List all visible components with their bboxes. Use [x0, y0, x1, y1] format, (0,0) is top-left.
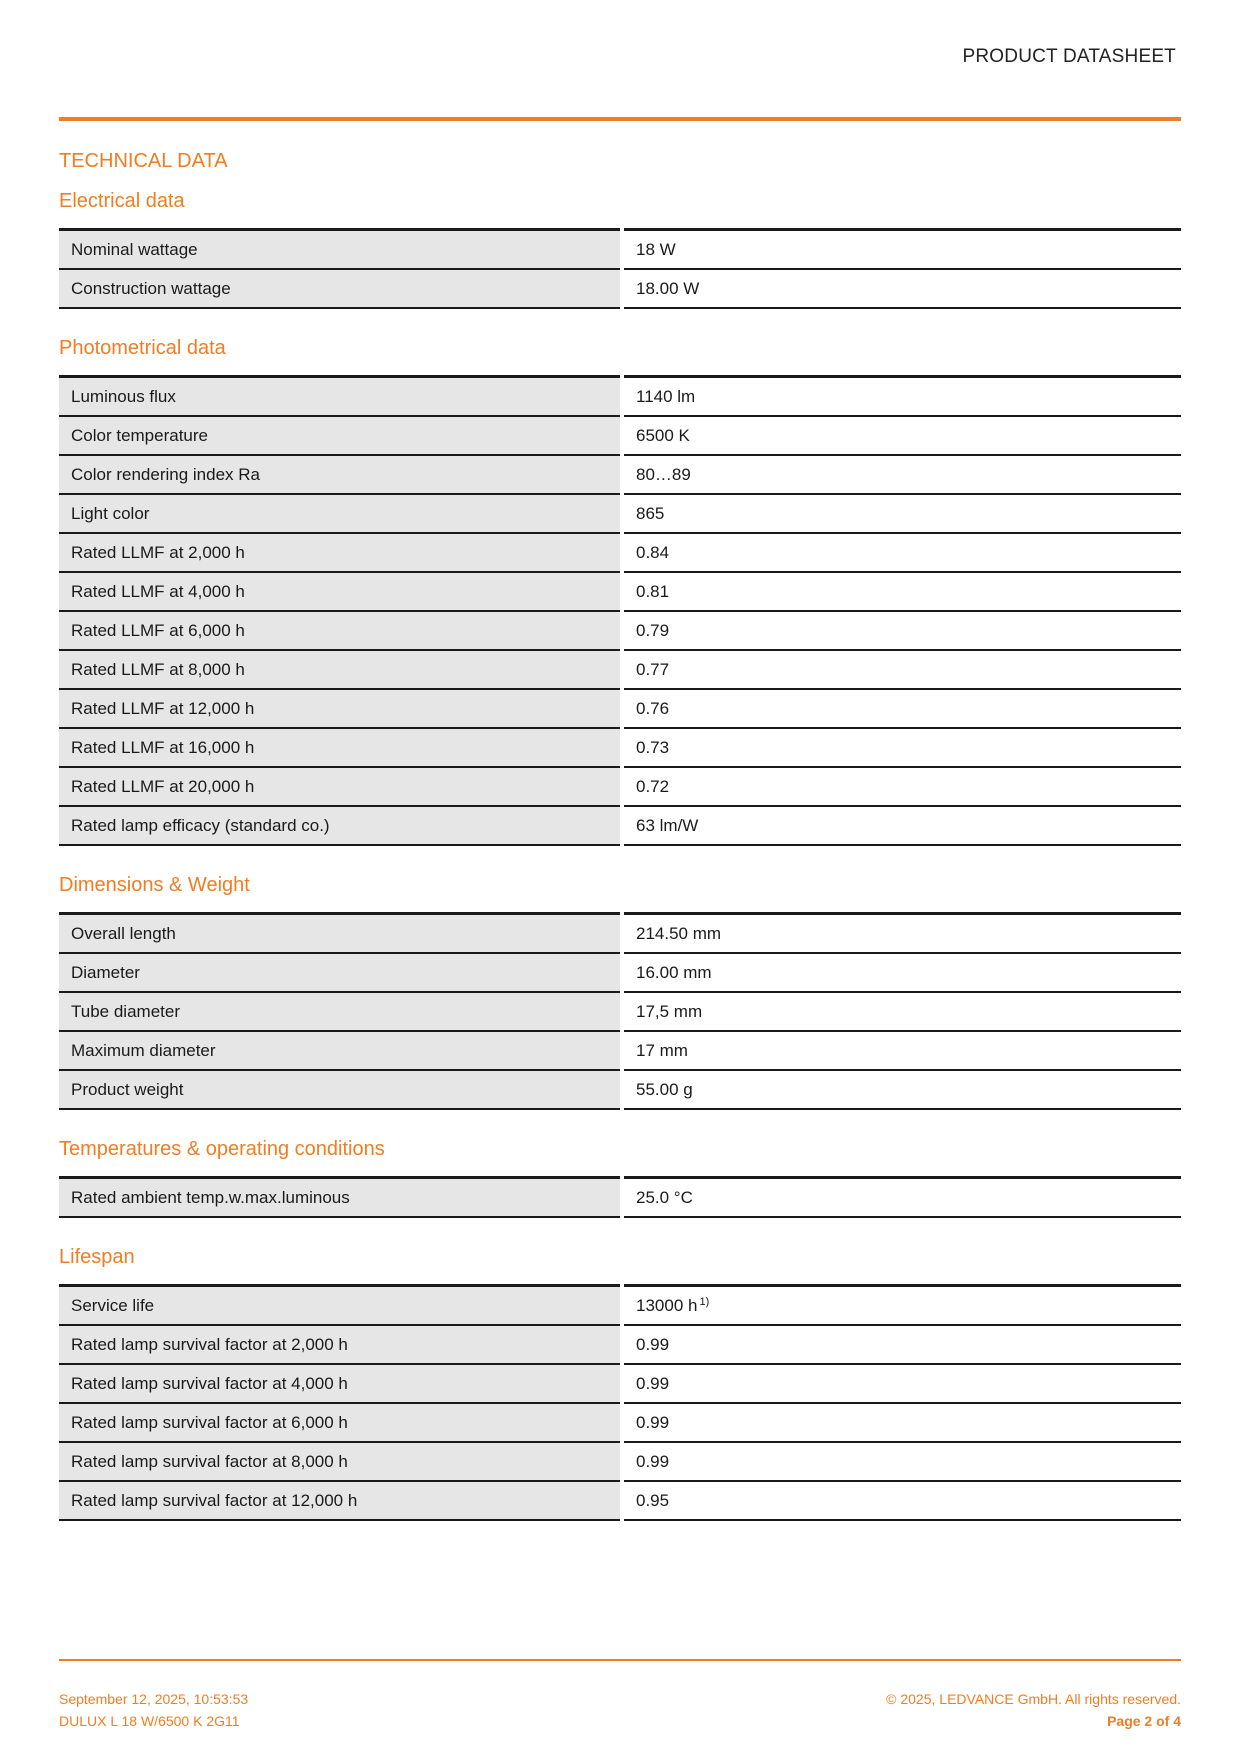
footer-rule [59, 1659, 1181, 1661]
sections-container [59, 190, 1181, 1521]
table-row [59, 914, 1181, 954]
spec-value: 0.99 [636, 1412, 670, 1432]
section [59, 1246, 1181, 1521]
spec-value-cell [622, 1364, 1181, 1403]
table-row [59, 611, 1181, 650]
section-title: Electrical data [59, 190, 185, 212]
spec-label: Rated LLMF at 16,000 h [59, 728, 622, 767]
table-row [59, 1364, 1181, 1403]
spec-value: 0.79 [636, 620, 670, 640]
spec-value: 1140 lm [636, 386, 696, 406]
spec-value-cell [622, 728, 1181, 767]
spec-label: Rated LLMF at 8,000 h [59, 650, 622, 689]
spec-label: Rated LLMF at 2,000 h [59, 533, 622, 572]
spec-value-cell [622, 953, 1181, 992]
table-row [59, 1286, 1181, 1326]
spec-value-cell [622, 1325, 1181, 1364]
spec-value: 0.84 [636, 542, 670, 562]
section [59, 337, 1181, 846]
spec-label: Overall length [59, 914, 622, 954]
footer-copyright: © 2025, LEDVANCE GmbH. All rights reserved. [886, 1691, 1181, 1707]
table-row [59, 1325, 1181, 1364]
spec-value-cell [622, 1178, 1181, 1218]
table-row [59, 269, 1181, 308]
spec-value: 865 [636, 503, 665, 523]
spec-label: Rated ambient temp.w.max.luminous [59, 1178, 622, 1218]
table-row [59, 728, 1181, 767]
table-row [59, 377, 1181, 417]
header-title: PRODUCT DATASHEET [962, 46, 1176, 67]
spec-value: 17,5 mm [636, 1001, 703, 1021]
spec-value-cell [622, 992, 1181, 1031]
table-row [59, 767, 1181, 806]
table-row [59, 1178, 1181, 1218]
spec-value: 18.00 W [636, 278, 700, 298]
table-row [59, 494, 1181, 533]
spec-label: Rated lamp survival factor at 2,000 h [59, 1325, 622, 1364]
spec-value-cell [622, 650, 1181, 689]
spec-value: 0.76 [636, 698, 670, 718]
spec-value: 0.73 [636, 737, 670, 757]
spec-label: Tube diameter [59, 992, 622, 1031]
spec-label: Service life [59, 1286, 622, 1326]
spec-value-cell [622, 1442, 1181, 1481]
table-row [59, 1070, 1181, 1109]
table-row [59, 650, 1181, 689]
header-rule [59, 117, 1181, 121]
main-content [59, 150, 1181, 1549]
spec-label: Rated LLMF at 12,000 h [59, 689, 622, 728]
spec-value-cell [622, 689, 1181, 728]
footer-product-name: DULUX L 18 W/6500 K 2G11 [59, 1713, 240, 1729]
spec-value-cell [622, 914, 1181, 954]
spec-label: Rated LLMF at 6,000 h [59, 611, 622, 650]
spec-value-cell [622, 455, 1181, 494]
section [59, 874, 1181, 1110]
spec-value-cell [622, 1031, 1181, 1070]
spec-value: 18 W [636, 239, 676, 259]
table-row [59, 572, 1181, 611]
spec-table [59, 375, 1181, 846]
spec-table [59, 1284, 1181, 1521]
footer-page-number: Page 2 of 4 [1107, 1713, 1181, 1729]
spec-value: 0.72 [636, 776, 670, 796]
spec-value: 214.50 mm [636, 923, 722, 943]
spec-table [59, 1176, 1181, 1218]
spec-table [59, 228, 1181, 309]
section [59, 190, 1181, 309]
spec-value: 6500 K [636, 425, 690, 445]
spec-value: 17 mm [636, 1040, 688, 1060]
spec-value-cell [622, 806, 1181, 845]
spec-value: 0.81 [636, 581, 670, 601]
spec-value-cell [622, 230, 1181, 270]
spec-label: Diameter [59, 953, 622, 992]
section-title: Dimensions & Weight [59, 874, 250, 896]
spec-value: 80…89 [636, 464, 691, 484]
spec-label: Nominal wattage [59, 230, 622, 270]
table-row [59, 230, 1181, 270]
section-title: Temperatures & operating conditions [59, 1138, 385, 1160]
spec-label: Light color [59, 494, 622, 533]
spec-value: 25.0 °C [636, 1187, 693, 1207]
spec-value-cell [622, 611, 1181, 650]
spec-value: 13000 h [636, 1295, 698, 1315]
spec-value: 0.99 [636, 1373, 670, 1393]
table-row [59, 533, 1181, 572]
spec-value: 0.99 [636, 1451, 670, 1471]
page-title: TECHNICAL DATA [59, 150, 228, 172]
footer-right [886, 1688, 1181, 1732]
spec-label: Rated lamp survival factor at 6,000 h [59, 1403, 622, 1442]
spec-label: Product weight [59, 1070, 622, 1109]
table-row [59, 1481, 1181, 1520]
footnote-marker: 1) [699, 1295, 710, 1308]
spec-label: Rated LLMF at 20,000 h [59, 767, 622, 806]
table-row [59, 953, 1181, 992]
spec-value: 63 lm/W [636, 815, 699, 835]
spec-value: 16.00 mm [636, 962, 712, 982]
spec-value: 0.77 [636, 659, 670, 679]
spec-value-cell [622, 533, 1181, 572]
table-row [59, 806, 1181, 845]
spec-value: 0.99 [636, 1334, 670, 1354]
spec-label: Rated LLMF at 4,000 h [59, 572, 622, 611]
spec-value-cell [622, 1481, 1181, 1520]
table-row [59, 455, 1181, 494]
spec-table [59, 912, 1181, 1110]
spec-value-cell [622, 377, 1181, 417]
spec-value-cell [622, 1070, 1181, 1109]
spec-value-cell [622, 416, 1181, 455]
table-row [59, 992, 1181, 1031]
spec-label: Color rendering index Ra [59, 455, 622, 494]
spec-value-cell [622, 494, 1181, 533]
spec-value-cell [622, 1286, 1181, 1326]
section [59, 1138, 1181, 1218]
table-row [59, 1442, 1181, 1481]
section-title: Lifespan [59, 1246, 135, 1268]
spec-value-cell [622, 269, 1181, 308]
spec-value-cell [622, 767, 1181, 806]
spec-label: Rated lamp survival factor at 8,000 h [59, 1442, 622, 1481]
section-title: Photometrical data [59, 337, 226, 359]
spec-label: Rated lamp survival factor at 12,000 h [59, 1481, 622, 1520]
spec-value: 0.95 [636, 1490, 670, 1510]
table-row [59, 1031, 1181, 1070]
footer-left [59, 1688, 248, 1732]
spec-label: Rated lamp survival factor at 4,000 h [59, 1364, 622, 1403]
spec-value-cell [622, 572, 1181, 611]
spec-label: Maximum diameter [59, 1031, 622, 1070]
spec-label: Luminous flux [59, 377, 622, 417]
table-row [59, 689, 1181, 728]
spec-label: Construction wattage [59, 269, 622, 308]
spec-label: Rated lamp efficacy (standard co.) [59, 806, 622, 845]
spec-value-cell [622, 1403, 1181, 1442]
footer-timestamp: September 12, 2025, 10:53:53 [59, 1691, 249, 1707]
table-row [59, 1403, 1181, 1442]
spec-label: Color temperature [59, 416, 622, 455]
spec-value: 55.00 g [636, 1079, 693, 1099]
table-row [59, 416, 1181, 455]
